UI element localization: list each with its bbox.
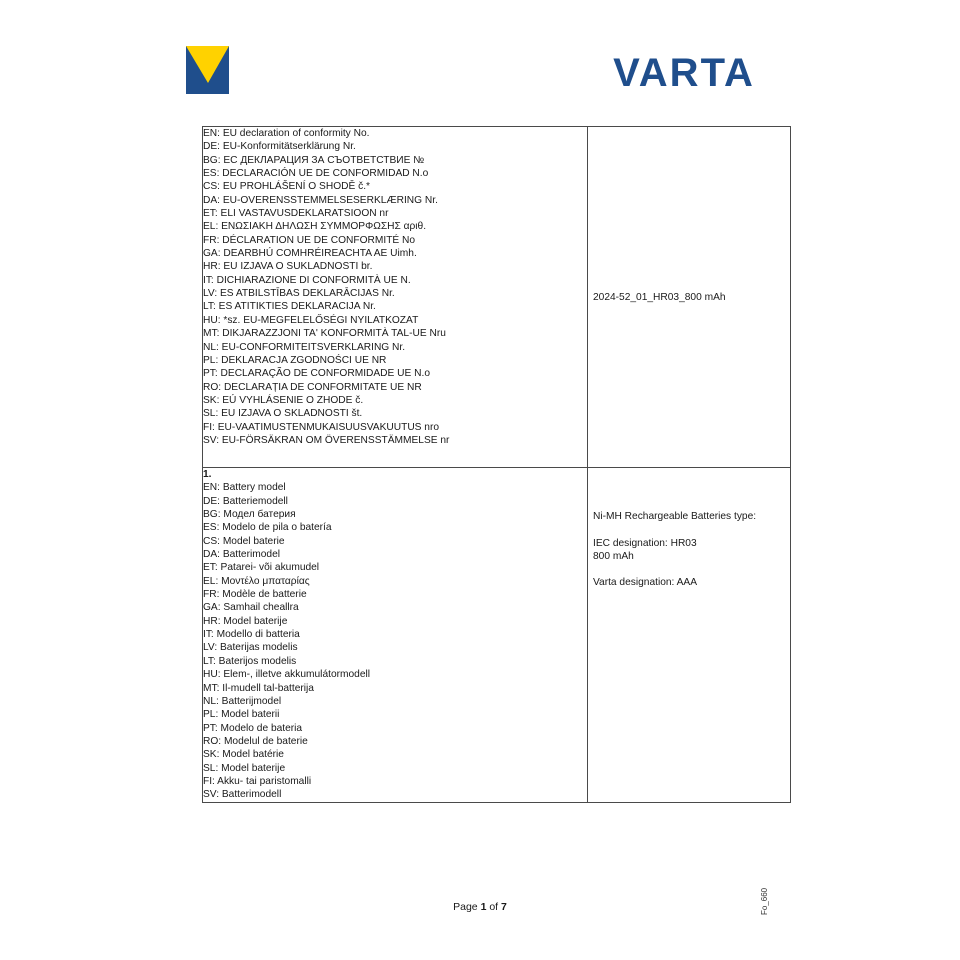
battery-model-labels [203, 481, 587, 801]
declaration-heading-line: HU: *sz. EU-MEGFELELŐSÉGI NYILATKOZAT [203, 314, 419, 326]
battery-model-value-cell [588, 468, 791, 803]
declaration-heading-line: CS: EU PROHLÁŠENÍ O SHODĚ č.* [203, 181, 370, 193]
battery-type: Ni-MH Rechargeable Batteries type: [593, 511, 757, 522]
battery-model-label: LV: Baterijas modelis [203, 642, 298, 654]
battery-model-label: HR: Model baterije [203, 615, 288, 627]
battery-model-label: SK: Model batérie [203, 749, 284, 761]
svg-text:VARTA: VARTA [613, 51, 755, 94]
battery-model-label: ES: Modelo de pila o batería [203, 522, 332, 534]
declaration-number-row [203, 127, 791, 468]
battery-model-label: DE: Batteriemodell [203, 495, 288, 507]
battery-model-label: ET: Patarei- või akumudel [203, 562, 320, 574]
battery-model-label: HU: Elem-, illetve akkumulátormodell [203, 669, 371, 681]
declaration-heading-line: GA: DEARBHÚ COMHRÉIREACHTA AE Uimh. [203, 248, 417, 260]
iec-designation: IEC designation: HR03 [593, 537, 697, 549]
declaration-number: 2024-52_01_HR03_800 mAh [593, 291, 726, 303]
declaration-heading-line: ES: DECLARACIÓN UE DE CONFORMIDAD N.o [203, 168, 429, 180]
section-number: 1. [203, 469, 212, 480]
page-prefix: Page [453, 901, 478, 913]
battery-model-label: DA: Batterimodel [203, 549, 281, 561]
declaration-heading-line: DA: EU-OVERENSSTEMMELSESERKLÆRING Nr. [203, 194, 438, 206]
declaration-heading-line: FR: DÉCLARATION UE DE CONFORMITÉ No [203, 234, 416, 246]
declaration-heading-line: IT: DICHIARAZIONE DI CONFORMITÀ UE N. [203, 274, 411, 286]
battery-model-label: GA: Samhail cheallra [203, 602, 299, 614]
battery-model-row [203, 468, 791, 803]
declaration-heading-line: SL: EU IZJAVA O SKLADNOSTI št. [203, 408, 363, 420]
battery-model-label: SL: Model baterije [203, 762, 286, 774]
declaration-heading-line: MT: DIKJARAZZJONI TA' KONFORMITÀ TAL-UE Nru [203, 328, 446, 340]
declaration-heading-line: PL: DEKLARACJA ZGODNOŚCI UE NR [203, 354, 387, 366]
declaration-heading-line: SK: EÚ VYHLÁSENIE O ZHODE č. [203, 394, 364, 406]
declaration-table [202, 126, 791, 803]
page-of: of [489, 901, 499, 913]
declaration-heading-line: PT: DECLARAÇÃO DE CONFORMIDADE UE N.o [203, 368, 430, 380]
declaration-heading-line: SV: EU-FÖRSÄKRAN OM ÖVERENSSTÄMMELSE nr [203, 434, 450, 446]
declaration-heading-line: EL: ΕΝΩΣΙΑΚΗ ΔΗΛΩΣΗ ΣΥΜΜΟΡΦΩΣΗΣ αριθ. [203, 221, 427, 233]
battery-model-label: IT: Modello di batteria [203, 629, 300, 641]
page-total: 7 [501, 901, 507, 913]
battery-model-label: FI: Akku- tai paristomalli [203, 775, 312, 787]
capacity: 800 mAh [593, 550, 634, 562]
declaration-heading-line: EN: EU declaration of conformity No. [203, 128, 370, 139]
battery-model-label: RO: Modelul de baterie [203, 735, 308, 747]
declaration-heading-line: RO: DECLARAȚIA DE CONFORMITATE UE NR [203, 381, 422, 393]
page-current: 1 [480, 901, 487, 913]
declaration-heading-line: LT: ES ATITIKTIES DEKLARACIJA Nr. [203, 301, 376, 313]
battery-model-label: LT: Baterijos modelis [203, 655, 297, 667]
battery-model-label: EL: Μοντέλο μπαταρίας [203, 575, 310, 587]
declaration-heading-line: HR: EU IZJAVA O SUKLADNOSTI br. [203, 261, 373, 273]
declaration-heading-line: FI: EU-VAATIMUSTENMUKAISUUSVAKUUTUS nro [203, 421, 440, 433]
battery-model-label: BG: Модел батерия [203, 509, 296, 521]
battery-model-label: NL: Batterijmodel [203, 695, 282, 707]
varta-wordmark [598, 50, 770, 94]
battery-model-label: CS: Model baterie [203, 535, 285, 547]
varta-designation: Varta designation: AAA [593, 577, 698, 589]
declaration-heading-line: DE: EU-Konformitätserklärung Nr. [203, 141, 356, 153]
declaration-heading-line: LV: ES ATBILSTĪBAS DEKLARĀCIJAS Nr. [203, 288, 395, 300]
declaration-heading-line: BG: ЕС ДЕКЛАРАЦИЯ ЗА СЪОТВЕТСТВИЕ № [203, 154, 425, 166]
declaration-heading-line: ET: ELI VASTAVUSDEKLARATSIOON nr [203, 208, 389, 220]
form-code: Fo_660 [760, 887, 769, 915]
battery-model-label: FR: Modèle de batterie [203, 589, 307, 601]
battery-model-label: SV: Batterimodell [203, 789, 282, 801]
varta-logo-mark [186, 46, 229, 94]
declaration-heading-line: NL: EU-CONFORMITEITSVERKLARING Nr. [203, 341, 406, 353]
declaration-heading-cell [203, 127, 588, 468]
battery-model-label: MT: Il-mudell tal-batterija [203, 682, 314, 694]
battery-model-label: PT: Modelo de bateria [203, 722, 303, 734]
declaration-number-cell [588, 127, 791, 468]
battery-model-label: EN: Battery model [203, 482, 286, 494]
battery-model-label-cell [203, 468, 588, 803]
battery-model-label: PL: Model baterii [203, 709, 280, 721]
page-footer [0, 901, 960, 913]
